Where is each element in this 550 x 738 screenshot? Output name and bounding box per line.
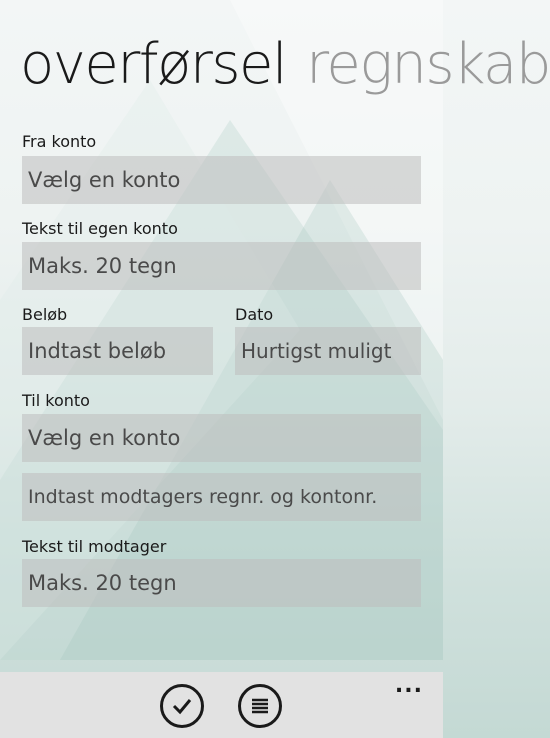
from-account-label: Fra konto	[22, 132, 97, 151]
recipient-text-label: Tekst til modtager	[22, 537, 167, 556]
list-icon	[248, 694, 272, 718]
to-account-label: Til konto	[22, 391, 90, 410]
pivot-header	[20, 30, 550, 110]
own-text-input[interactable]: Maks. 20 tegn	[22, 242, 421, 290]
own-text-label: Tekst til egen konto	[22, 219, 178, 238]
pivot-item-accounting[interactable]: regnskab	[306, 32, 550, 97]
list-button[interactable]	[238, 684, 282, 728]
to-account-picker[interactable]: Vælg en konto	[22, 414, 421, 462]
amount-label: Beløb	[22, 305, 68, 324]
confirm-button[interactable]	[160, 684, 204, 728]
amount-input[interactable]: Indtast beløb	[22, 327, 213, 375]
date-label: Dato	[235, 305, 274, 324]
more-options-button[interactable]: ...	[394, 673, 423, 698]
pivot-item-transfer[interactable]: overførsel	[20, 32, 287, 97]
recipient-text-input[interactable]: Maks. 20 tegn	[22, 559, 421, 607]
from-account-picker[interactable]: Vælg en konto	[22, 156, 421, 204]
date-picker[interactable]: Hurtigst muligt	[235, 327, 421, 375]
checkmark-icon	[170, 694, 194, 718]
app-bar	[0, 672, 443, 738]
reg-account-input[interactable]: Indtast modtagers regnr. og kontonr.	[22, 473, 421, 521]
